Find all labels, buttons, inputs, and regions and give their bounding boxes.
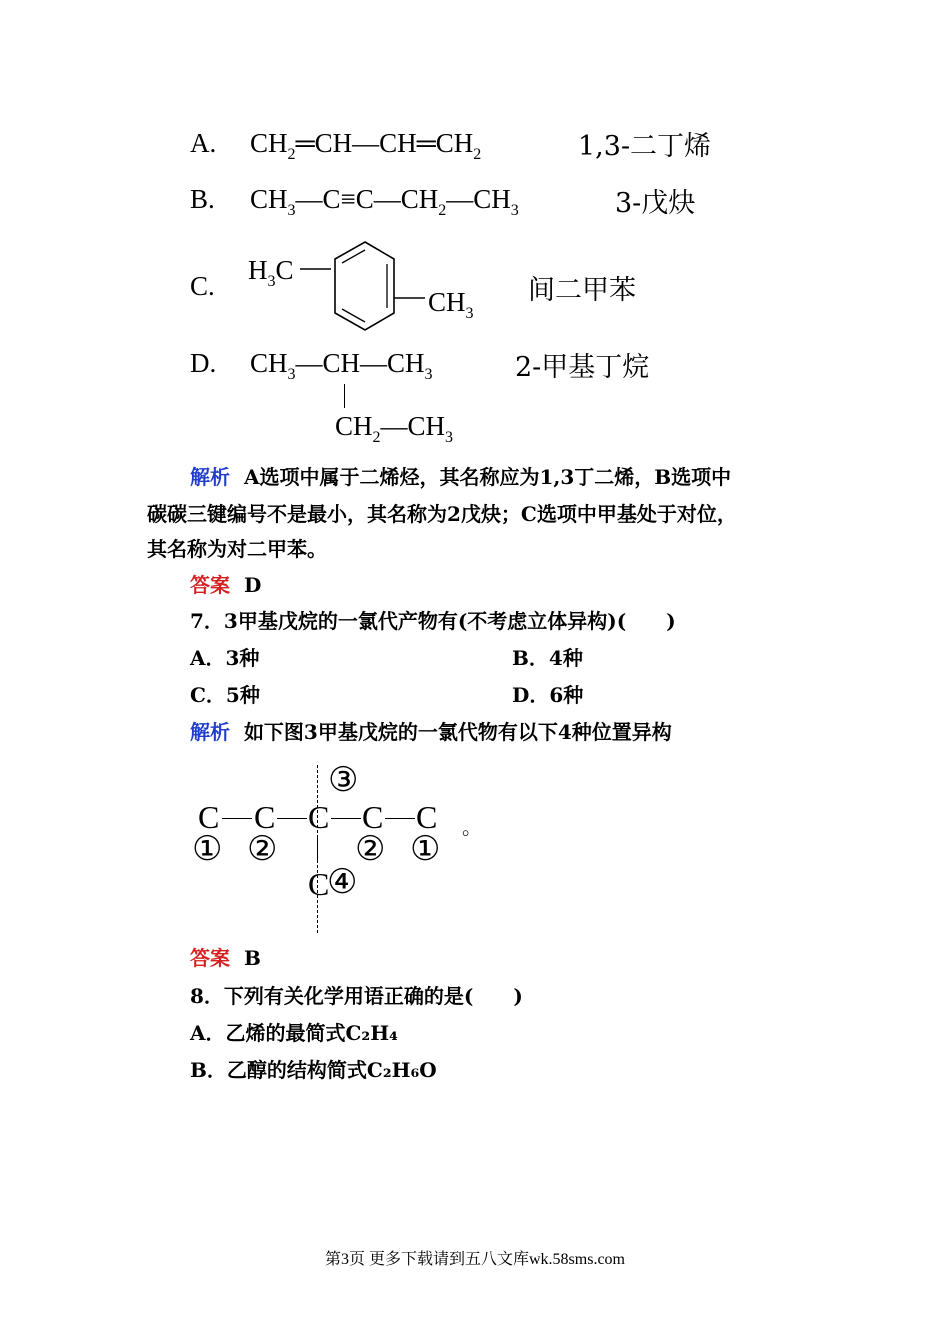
option-a-name: 1,3-二丁烯 <box>578 131 712 162</box>
option-c-left-methyl: $H_3C$ <box>248 255 294 290</box>
option-b-letter: B. <box>190 184 215 214</box>
q7-option-d: D．6种 <box>512 683 584 707</box>
q8-option-b: B．乙醇的结构简式C₂H₆O <box>190 1058 437 1082</box>
answer-label: 答案 <box>190 946 230 970</box>
analysis-label: 解析 <box>190 720 230 744</box>
analysis-6-text1: A选项中属于二烯烃，其名称应为1,3丁二烯，B选项中 <box>243 465 732 489</box>
carbon-5: C <box>416 799 438 835</box>
carbon-3: C <box>308 799 330 835</box>
q7-option-b: B．4种 <box>512 646 583 670</box>
carbon-branch: C <box>308 866 330 902</box>
answer-value: D <box>243 573 262 597</box>
option-c-right-methyl: $CH_3$ <box>428 287 474 322</box>
option-d-formula-bottom: $CH_2—CH_3$ <box>335 411 454 446</box>
bond <box>277 818 307 819</box>
analysis-6-line2: 碳碳三键编号不是最小，其名称为2戊炔；C选项中甲基处于对位， <box>147 502 737 526</box>
option-a-formula: $CH_2═CH—CH═CH_2$ <box>250 128 482 163</box>
option-c-letter: C. <box>190 271 215 301</box>
option-a-letter: A. <box>190 128 217 158</box>
position-2-label: ② <box>247 829 278 869</box>
question-7-stem: 7．3甲基戊烷的一氯代产物有(不考虑立体异构)( ) <box>190 609 676 633</box>
analysis-7-text: 如下图3甲基戊烷的一氯代物有以下4种位置异构 <box>243 720 672 744</box>
option-d-bond <box>344 384 345 408</box>
branch-bond <box>317 837 318 861</box>
option-b-name: 3-戊炔 <box>615 188 696 219</box>
carbon-4: C <box>362 799 384 835</box>
position-1-label-right: ① <box>410 829 441 869</box>
q7-option-a: A．3种 <box>190 646 260 670</box>
benzene-ring <box>295 238 435 338</box>
option-b-formula: $CH_3—C\equiv C—CH_2—CH_3$ <box>250 184 519 219</box>
answer-6 <box>190 570 261 600</box>
carbon-1: C <box>198 799 220 835</box>
answer-label: 答案 <box>190 573 230 597</box>
bond <box>222 818 252 819</box>
question-8-stem: 8．下列有关化学用语正确的是( ) <box>190 984 523 1008</box>
analysis-6-line1 <box>190 462 731 492</box>
bond <box>385 818 415 819</box>
analysis-7 <box>190 717 672 747</box>
position-2-label-right: ② <box>355 829 386 869</box>
diagram-end-mark: 。 <box>462 815 482 839</box>
page-footer: 第3页 更多下载请到五八文库wk.58sms.com <box>324 1251 625 1268</box>
q7-option-c: C．5种 <box>190 683 260 707</box>
option-d-letter: D. <box>190 348 217 378</box>
answer-7 <box>190 943 261 973</box>
analysis-6-line3: 其名称为对二甲苯。 <box>147 537 327 561</box>
analysis-label: 解析 <box>190 465 230 489</box>
position-1-label: ① <box>192 829 223 869</box>
position-4-label: ④ <box>327 862 358 902</box>
option-c-name: 间二甲苯 <box>528 275 636 306</box>
option-d-formula-top: $CH_3—CH—CH_3$ <box>250 348 433 383</box>
answer-value: B <box>243 946 261 970</box>
position-3-label: ③ <box>328 760 359 800</box>
option-d-name: 2-甲基丁烷 <box>515 352 650 383</box>
q8-option-a: A．乙烯的最简式C₂H₄ <box>190 1021 398 1045</box>
bond <box>331 818 361 819</box>
carbon-2: C <box>254 799 276 835</box>
